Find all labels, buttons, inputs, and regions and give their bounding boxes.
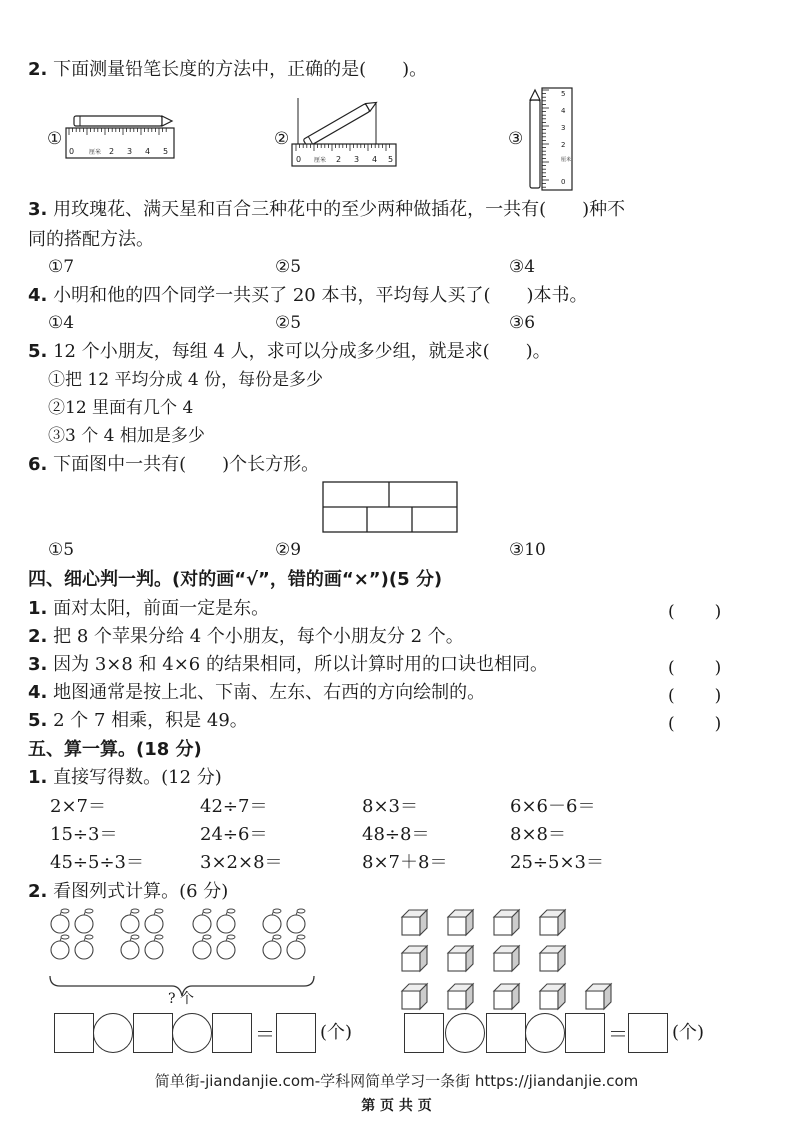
calc-item: 25÷5×3＝ [510,852,604,873]
cube-icon [540,946,565,971]
apple-icon [75,915,93,933]
question-number: 4. [28,285,48,306]
ruler-3-scale: 5 4 3 2 厘米 0 [561,90,572,186]
section-5-title: 五、算一算。(18 分) [28,739,202,760]
equals-sign: ＝ [255,1022,275,1046]
watermark-text: 简单街-jiandanjie.com-学科网简单学习一条街 https://jiandanjie.com [154,1072,639,1090]
cube-icon [402,946,427,971]
item-text: 2 个 7 相乘，积是 49。 [53,710,248,731]
calc-item: 42÷7＝ [200,796,268,817]
question-text: 下面图中一共有( )个长方形。 [53,454,320,475]
question-4 [28,284,588,308]
option-label-2: ② [274,129,290,149]
calc-item: 8×8＝ [510,824,566,845]
cube-icon [494,984,519,1009]
item-number: 1. [28,598,48,619]
operator-circle[interactable] [93,1013,133,1053]
option-a: ①5 [48,540,75,560]
answer-box[interactable] [565,1013,605,1053]
question-text: 下面测量铅笔长度的方法中，正确的是( )。 [53,59,428,80]
apple-icon [263,915,281,933]
question-number: 2. [28,59,48,80]
item-number: 1. [28,767,48,788]
cube-icon [448,984,473,1009]
unit-label: (个) [672,1022,705,1043]
cube-icon [448,946,473,971]
cube-icon [402,910,427,935]
question-number: 5. [28,341,48,362]
operator-circle[interactable] [525,1013,565,1053]
apple-icon [121,915,139,933]
calc-item: 24÷6＝ [200,824,268,845]
calc-item: 48÷8＝ [362,824,430,845]
question-2 [28,58,427,82]
answer-paren-3[interactable]: ( ) [668,658,724,678]
option-b: ②5 [275,313,302,333]
item-number: 5. [28,710,48,731]
apple-icon [193,941,211,959]
answer-box[interactable] [404,1013,444,1053]
cube-icon [448,910,473,935]
item-text: 因为 3×8 和 4×6 的结果相同，所以计算时用的口诀也相同。 [53,654,548,675]
apple-icon [51,915,69,933]
option-a: ①7 [48,257,75,277]
judge-item-2 [28,625,464,649]
option-c: ③6 [509,313,536,333]
judge-item-4 [28,681,485,705]
brace-label: ? 个 [168,991,194,1007]
apple-icon [121,941,139,959]
calc-item: 3×2×8＝ [200,852,283,873]
question-5 [28,340,551,364]
answer-box[interactable] [212,1013,252,1053]
apple-icon [193,915,211,933]
option-c: ③4 [509,257,536,277]
operator-circle[interactable] [172,1013,212,1053]
item-number: 2. [28,626,48,647]
calc-item: 2×7＝ [50,796,106,817]
option-b: ②5 [275,257,302,277]
sub-question-2 [28,880,228,904]
answer-box[interactable] [54,1013,94,1053]
operator-circle[interactable] [445,1013,485,1053]
judge-item-1 [28,597,269,621]
apple-icon [75,941,93,959]
cube-icon [540,984,565,1009]
apple-icon [217,941,235,959]
option-b: ②12 里面有几个 4 [48,398,194,418]
cube-icon [494,946,519,971]
rectangle-figure [322,481,458,533]
item-text: 看图列式计算。(6 分) [53,881,229,902]
calc-item: 6×6－6＝ [510,796,596,817]
apple-icon [145,915,163,933]
apple-icon [145,941,163,959]
question-3 [28,198,625,222]
calc-item: 15÷3＝ [50,824,118,845]
option-a: ①4 [48,313,75,333]
answer-paren-1[interactable]: ( ) [668,602,724,622]
option-label-3: ③ [508,129,524,149]
option-c: ③3 个 4 相加是多少 [48,426,205,446]
answer-box[interactable] [133,1013,173,1053]
apple-icon [287,941,305,959]
page-number: 第 页 共 页 [361,1098,432,1114]
result-box[interactable] [628,1013,668,1053]
item-text: 地图通常是按上北、下南、左东、右西的方向绘制的。 [53,682,486,703]
cube-icon [402,984,427,1009]
question-number: 3. [28,199,48,220]
answer-paren-5[interactable]: ( ) [668,714,724,734]
question-text: 用玫瑰花、满天星和百合三种花中的至少两种做插花，一共有( )种不 [53,199,626,220]
question-number: 6. [28,454,48,475]
unit-label: (个) [320,1022,353,1043]
apple-icon [287,915,305,933]
item-text: 直接写得数。(12 分) [53,767,222,788]
cube-icon [494,910,519,935]
calc-item: 8×7＋8＝ [362,852,448,873]
question-6 [28,453,319,477]
cube-groups-figure [398,904,618,1014]
apple-icon [51,941,69,959]
calc-item: 45÷5÷3＝ [50,852,144,873]
equals-sign: ＝ [608,1022,628,1046]
apple-icon [217,915,235,933]
sub-question-1 [28,766,222,790]
result-box[interactable] [276,1013,316,1053]
item-text: 把 8 个苹果分给 4 个小朋友，每个小朋友分 2 个。 [53,626,464,647]
calc-item: 8×3＝ [362,796,418,817]
option-c: ③10 [509,540,546,560]
answer-box[interactable] [486,1013,526,1053]
ruler-figure-1 [66,112,178,164]
apple-icon [263,941,281,959]
item-number: 2. [28,881,48,902]
cube-icon [586,984,611,1009]
item-number: 3. [28,654,48,675]
question-text: 小明和他的四个同学一共买了 20 本书，平均每人买了( )本书。 [53,285,588,306]
option-label-1: ① [47,129,63,149]
judge-item-3 [28,653,548,677]
question-text: 12 个小朋友，每组 4 人，求可以分成多少组，就是求( )。 [53,341,551,362]
option-a: ①把 12 平均分成 4 份，每份是多少 [48,370,324,390]
ruler-figure-2 [292,98,400,168]
question-3-line2: 同的搭配方法。 [28,229,154,250]
section-4-title: 四、细心判一判。(对的画“√”，错的画“×”)(5 分) [28,569,443,590]
item-text: 面对太阳，前面一定是东。 [53,598,270,619]
option-b: ②9 [275,540,302,560]
answer-paren-4[interactable]: ( ) [668,686,724,706]
item-number: 4. [28,682,48,703]
cube-icon [540,910,565,935]
judge-item-5 [28,709,248,733]
